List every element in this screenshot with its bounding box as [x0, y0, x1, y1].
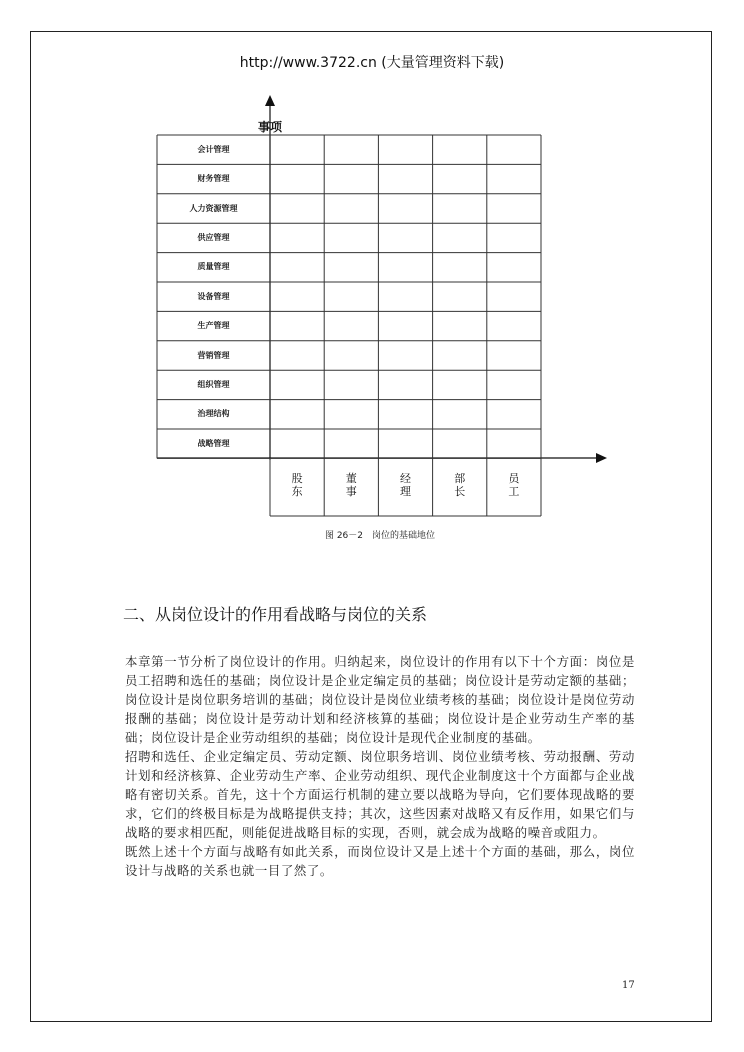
column-label: 股东 — [291, 472, 303, 498]
row-label: 会计管理 — [197, 144, 230, 154]
section-title: 二、从岗位设计的作用看战略与岗位的关系 — [123, 605, 428, 624]
header-url-text: http://www.3722.cn (大量管理资料下载) — [239, 55, 505, 71]
column-label: 经理 — [400, 472, 411, 498]
row-label: 质量管理 — [197, 262, 230, 272]
body-text — [125, 652, 635, 880]
y-axis-label: 事项 — [258, 120, 283, 134]
column-label: 部长 — [454, 472, 466, 498]
row-label: 治理结构 — [197, 409, 230, 419]
figure-caption: 图 26－2 岗位的基础地位 — [324, 531, 436, 541]
paragraph: 招聘和选任、企业定编定员、劳动定额、岗位职务培训、岗位业绩考核、劳动报酬、劳动计划和经济核算、企业劳动生产率、企业劳动组织、现代企业制度这十个方面都与企业战略有密切关系。首先，这十个方面运行机制的建立要以战略为导向，它们要体现战略的要求，它们的终极目标是为战略提供支持；其次，这些因素对战略又有反作用，如果它们与战略的要求相匹配，则能促进战略目标的实现，否则，就会成为战略的噪音或阻力。 — [125, 749, 635, 840]
page-number: 17 — [622, 980, 635, 991]
row-label: 营销管理 — [197, 350, 230, 360]
row-label: 生产管理 — [197, 321, 230, 331]
x-axis-arrowhead — [596, 453, 607, 463]
row-label: 组织管理 — [197, 379, 230, 389]
column-label: 员工 — [508, 472, 520, 498]
row-label: 供应管理 — [197, 232, 230, 242]
row-label: 战略管理 — [197, 438, 230, 448]
paragraph: 既然上述十个方面与战略有如此关系，而岗位设计又是上述十个方面的基础，那么，岗位设计与战略的关系也就一目了然了。 — [125, 844, 635, 878]
row-label: 人力资源管理 — [189, 203, 238, 213]
row-label: 设备管理 — [197, 291, 230, 301]
row-label: 财务管理 — [197, 174, 230, 184]
y-axis-arrowhead — [265, 95, 275, 106]
paragraph: 本章第一节分析了岗位设计的作用。归纳起来，岗位设计的作用有以下十个方面：岗位是员工招聘和选任的基础；岗位设计是企业定编定员的基础；岗位设计是劳动定额的基础；岗位设计是岗位职务培训的基础；岗位设计是岗位业绩考核的基础；岗位设计是岗位劳动报酬的基础；岗位设计是劳动计划和经济核算的基础；岗位设计是企业劳动生产率的基础；岗位设计是企业劳动组织的基础；岗位设计是现代企业制度的基础。 — [125, 654, 635, 745]
column-label: 董事 — [345, 472, 357, 498]
